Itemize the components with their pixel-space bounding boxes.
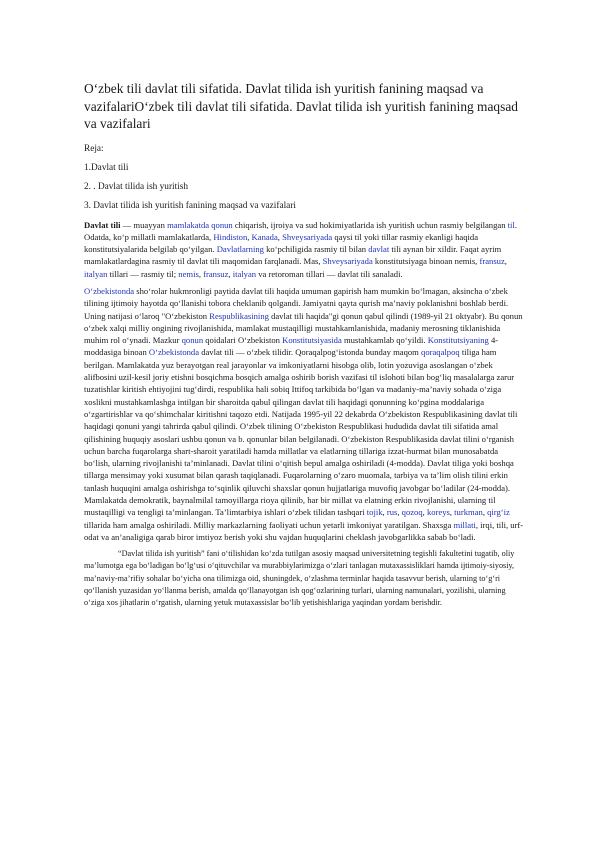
link-konstitutsiyaning[interactable]: Konstitutsiyaning: [427, 335, 489, 346]
link-italyan[interactable]: italyan: [84, 268, 108, 279]
link-koreys[interactable]: koreys: [426, 507, 450, 518]
link-respublikasining[interactable]: Respublikasining: [209, 310, 269, 321]
link-davlatlarning[interactable]: Davlatlarning: [216, 244, 264, 255]
link-konstitutsiyasida[interactable]: Konstitutsiyasida: [282, 335, 342, 346]
link-ozbekistonda-2[interactable]: Oʻzbekistonda: [148, 347, 200, 358]
link-fransuz-2[interactable]: fransuz: [203, 268, 229, 279]
term-davlat-tili: Davlat tili: [84, 219, 121, 230]
link-qozoq[interactable]: qozoq: [401, 507, 423, 518]
link-italyan-2[interactable]: italyan: [232, 268, 257, 279]
link-ozbekistonda[interactable]: Oʻzbekistonda: [84, 285, 135, 296]
link-rus[interactable]: rus: [386, 507, 398, 518]
link-shveysariyada[interactable]: Shveysariyada: [282, 231, 333, 242]
definition-paragraph: Davlat tili — muayyan mamlakatda qonun chiqarish, ijroiya va sud hokimiyatlarida ish yuritish uchun rasmiy belgilangan til. Odatda, koʻp millatli mamlakatlarda, Hindiston, Kanada, Shveysariyada qaysi til yoki tillar rasmiy ekanligi haqida konstitutsiyalarida belgilab qoʻyilgan. Davlatlarning koʻpchiligida rasmiy til bilan davlat tili aynan bir xildir. Faqat ayrim mamlakatlardagina rasmiy til davlat tili maqomidan farqlanadi. Mas, Shveysariyada konstitutsiyaga binoan nemis, fransuz, italyan tillari — rasmiy til; nemis, fransuz, italyan va retoroman tillari — davlat tili sanaladi.: [84, 219, 517, 279]
link-qonun-2[interactable]: qonun: [181, 335, 204, 346]
document-title: Oʻzbek tili davlat tili sifatida. Davlat tilida ish yuritish fanining maqsad va vazifalariOʻzbek tili davlat tili sifatida. Davlat tilida ish yuritish fanining maqsad va vazifalari: [84, 81, 518, 131]
link-hindiston[interactable]: Hindiston: [213, 231, 248, 242]
plan-item-3: 3. Davlat tilida ish yuritish fanining maqsad va vazifalari: [84, 200, 296, 211]
link-qonun[interactable]: qonun: [211, 219, 233, 230]
link-qirgiz[interactable]: qirgʻiz: [487, 507, 510, 518]
purpose-paragraph: “Davlat tilida ish yuritish” fani oʻtilishidan koʻzda tutilgan asosiy maqsad universitetning tegishli fakultetini tugatib, oliy maʼlumotga ega boʻladigan boʻlgʻusi oʻqituvchilar va murabbiylarimizga oʻzlari tanlagan mutaxassisliklari hamda ijtimoiy-siyosiy, maʼnaviy-maʼrifiy sohalar boʻyicha ona tilimizga oid, shuningdek, oʻzlashma terminlar haqida tasavvur berish, ularning toʻgʻri qoʻllanish yuzasidan yoʻllanma berish, amalda qoʻllanayotgan ish qogʻozlarining turlari, ularning namunalari, yozilishi, ularning oʻziga xos jihatlarin oʻrgatish, ularning yetuk mutaxassislar boʻlib yetishishlariga yaqindan yordam berishdir.: [84, 549, 515, 608]
plan-item-2: 2. . Davlat tilida ish yuritish: [84, 181, 189, 192]
link-til[interactable]: til: [507, 219, 515, 230]
plan-item-1: 1.Davlat tili: [84, 162, 129, 173]
reja-heading: Reja:: [84, 143, 104, 154]
document-page: [84, 80, 526, 614]
link-kanada[interactable]: Kanada: [251, 231, 278, 242]
link-shveysariyada-2[interactable]: Shveysariyada: [322, 256, 373, 267]
history-paragraph: Oʻzbekistonda shoʻrolar hukmronligi paytida davlat tili haqida umuman gapirish ham mumkin boʻlmagan, aksincha oʻzbek tilining ijtimoiy hayotda qoʻllanishi tobora cheklanib qolgandi. Jamiyatni qayta qurish maʼnaviy poklanishni boshlab berdi. Uning natijasi oʻlaroq "Oʻzbekiston Respublikasining davlat tili haqida"gi qonun qabul qilindi (1989-yil 21 oktyabr). Bu qonun oʻzbek xalqi milliy ongining rivojlanishida, mamlakat mustaqilligi mustahkamlanishida, madaniy merosning tiklanishida muhim rol oʻynadi. Mazkur qonun qoidalari Oʻzbekiston Konstitutsiyasida mustahkamlab qoʻyildi. Konstitutsiyaning 4-moddasiga binoan Oʻzbekistonda davlat tili — oʻzbek tilidir. Qoraqalpogʻistonda bunday maqom qoraqalpoq tiliga ham berilgan. Mamlakatda yuz berayotgan real jarayonlar va imkoniyatlarni hisobga olib, lotin yozuviga asoslangan oʻzbek alifbosini uzil-kesil joriy etishni bosqichma bosqich amalga oshirib borish vazifasi til islohoti bilan bogʻliq masalalarga zarur tuzatishlar kiritish ehtiyojini tugʻdirdi, respublika hali sobiq Ittifoq tarkibida boʻlgan va madaniy-maʼnaviy sohada oʻziga xoslikni mustahkamlashga intilgan bir sharoitda qabul qilingan davlat tili haqidagi qonunning koʻpgina moddalariga oʻzgartirishlar va qoʻshimchalar kiritishni taqozo etdi. Natijada 1995-yil 22 dekabrda Oʻzbekiston Respublikasining davlat tili haqidagi qonuni yangi tahrirda qabul qilindi. Oʻzbek tilining Oʻzbekiston Respublikasi hududida davlat tili sifatida amal qilishining huquqiy asoslari ushbu qonun va b. qonunlar bilan belgilanadi. Oʻzbekiston Respublikasida davlat tilini oʻrganish uchun barcha fuqarolarga shart-sharoit yaratiladi hamda millatlar va elatlarning tillariga izzat-hurmat bilan munosabatda boʻlish, ularning rivojlanishi taʼminlanadi. Davlat tilini oʻqitish bepul amalga oshiriladi (4-modda). Davlat tiliga yoki boshqa tillarga mensimay yoki xusumat bilan qarash taqiqlanadi. Fuqarolarning oʻzaro muomala, tarbiya va taʼlim olish tilini erkin tanlash huquqini amalga oshirishga toʻsqinlik qiluvchi shaxslar qonun hujjatlariga muvofiq javobgar boʻladilar (24-modda). Mamlakatda demokratik, baynalmilal tamoyillarga rioya qilinib, har bir millat va elatning erkin rivojlanishi, ularning til mustaqilligi va tengligi taʼminlangan. Taʼlimtarbiya ishlari oʻzbek tilidan tashqari tojik, rus, qozoq, koreys, turkman, qirgʻiz tillarida ham amalga oshiriladi. Milliy markazlarning faoliyati uchun yetarli imkoniyat yaratilgan. Shaxsga millati, irqi, tili, urf-odat va anʼanaligiga qarab biror imtiyoz berish yoki shu vajdan huquqlarini cheklash javobgarlikka sabab boʻladi.: [84, 285, 524, 542]
link-mamlakatda[interactable]: mamlakatda: [167, 219, 210, 230]
link-qoraqalpoq[interactable]: qoraqalpoq: [421, 347, 460, 358]
link-fransuz[interactable]: fransuz: [479, 256, 505, 267]
link-davlat[interactable]: davlat: [368, 244, 390, 255]
link-nemis[interactable]: nemis: [178, 268, 199, 279]
link-tojik[interactable]: tojik: [366, 507, 383, 518]
link-millati[interactable]: millati: [453, 519, 476, 530]
link-turkman[interactable]: turkman: [454, 507, 483, 518]
